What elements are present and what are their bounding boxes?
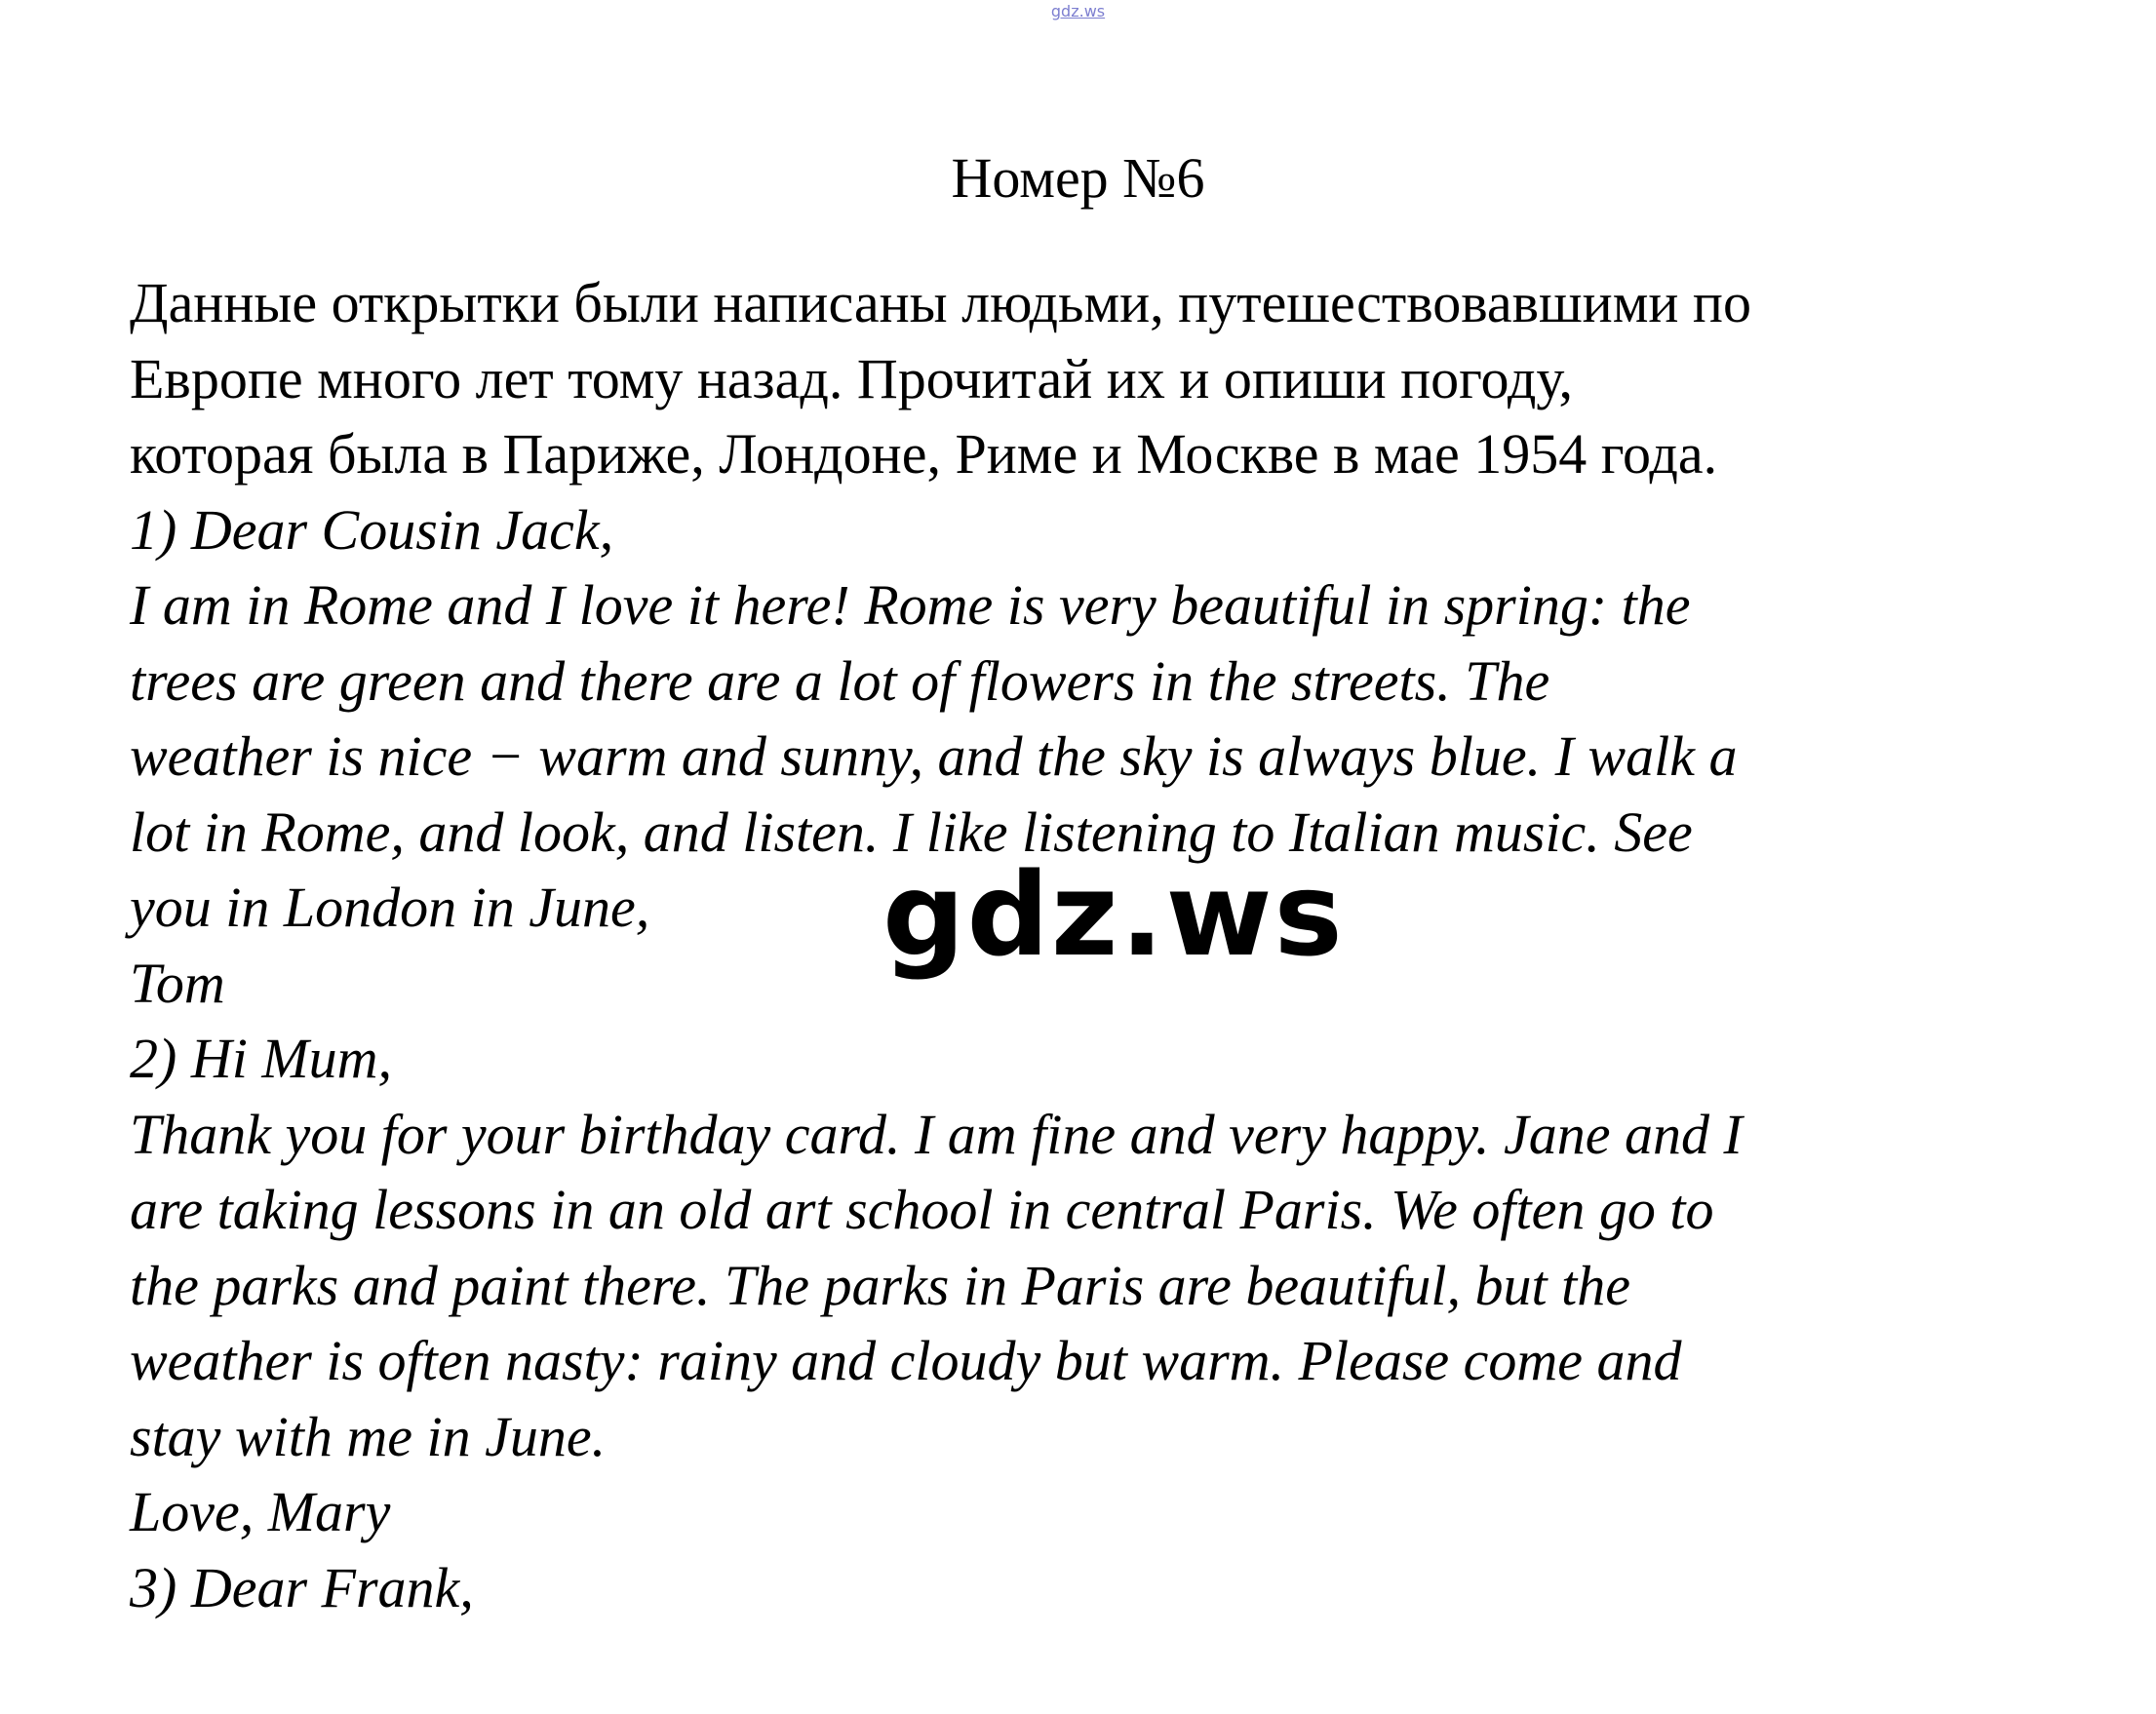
instruction-line: Данные открытки были написаны людьми, путешествовавшими по — [130, 271, 1751, 334]
letter-2-signature: Love, Mary — [130, 1480, 391, 1543]
letter-line: lot in Rome, and look, and listen. I like listening to Italian music. See — [130, 799, 1693, 864]
page-title: Номер №6 — [951, 146, 1205, 210]
letter-2-greeting: 2) Hi Mum, — [130, 1027, 393, 1090]
letter-1-greeting: 1) Dear Cousin Jack, — [130, 497, 614, 562]
watermark: gdz.ws — [882, 847, 1345, 982]
instruction-line: Европе много лет тому назад. Прочитай их и опиши погоду, — [130, 346, 1574, 410]
letter-3-greeting: 3) Dear Frank, — [130, 1555, 474, 1619]
letter-line: Thank you for your birthday card. I am fine and very happy. Jane and I — [130, 1102, 1743, 1166]
letter-line: weather is often nasty: rainy and cloudy but warm. Please come and — [130, 1329, 1682, 1392]
letter-line: I am in Rome and I love it here! Rome is very beautiful in spring: the — [130, 573, 1691, 637]
letter-line: trees are green and there are a lot of flowers in the streets. The — [130, 648, 1550, 713]
instruction-line: которая была в Париже, Лондоне, Риме и Москве в мае 1954 года. — [130, 422, 1718, 486]
letter-line: weather is nice − warm and sunny, and the sky is always blue. I walk a — [130, 724, 1738, 788]
source-mark: gdz.ws — [1050, 2, 1106, 20]
letter-1-signature: Tom — [130, 951, 225, 1015]
letter-line: are taking lessons in an old art school in central Paris. We often go to — [130, 1178, 1714, 1241]
letter-line: you in London in June, — [130, 876, 650, 939]
letter-line: the parks and paint there. The parks in Paris are beautiful, but the — [130, 1253, 1631, 1317]
letter-line: stay with me in June. — [130, 1404, 607, 1468]
